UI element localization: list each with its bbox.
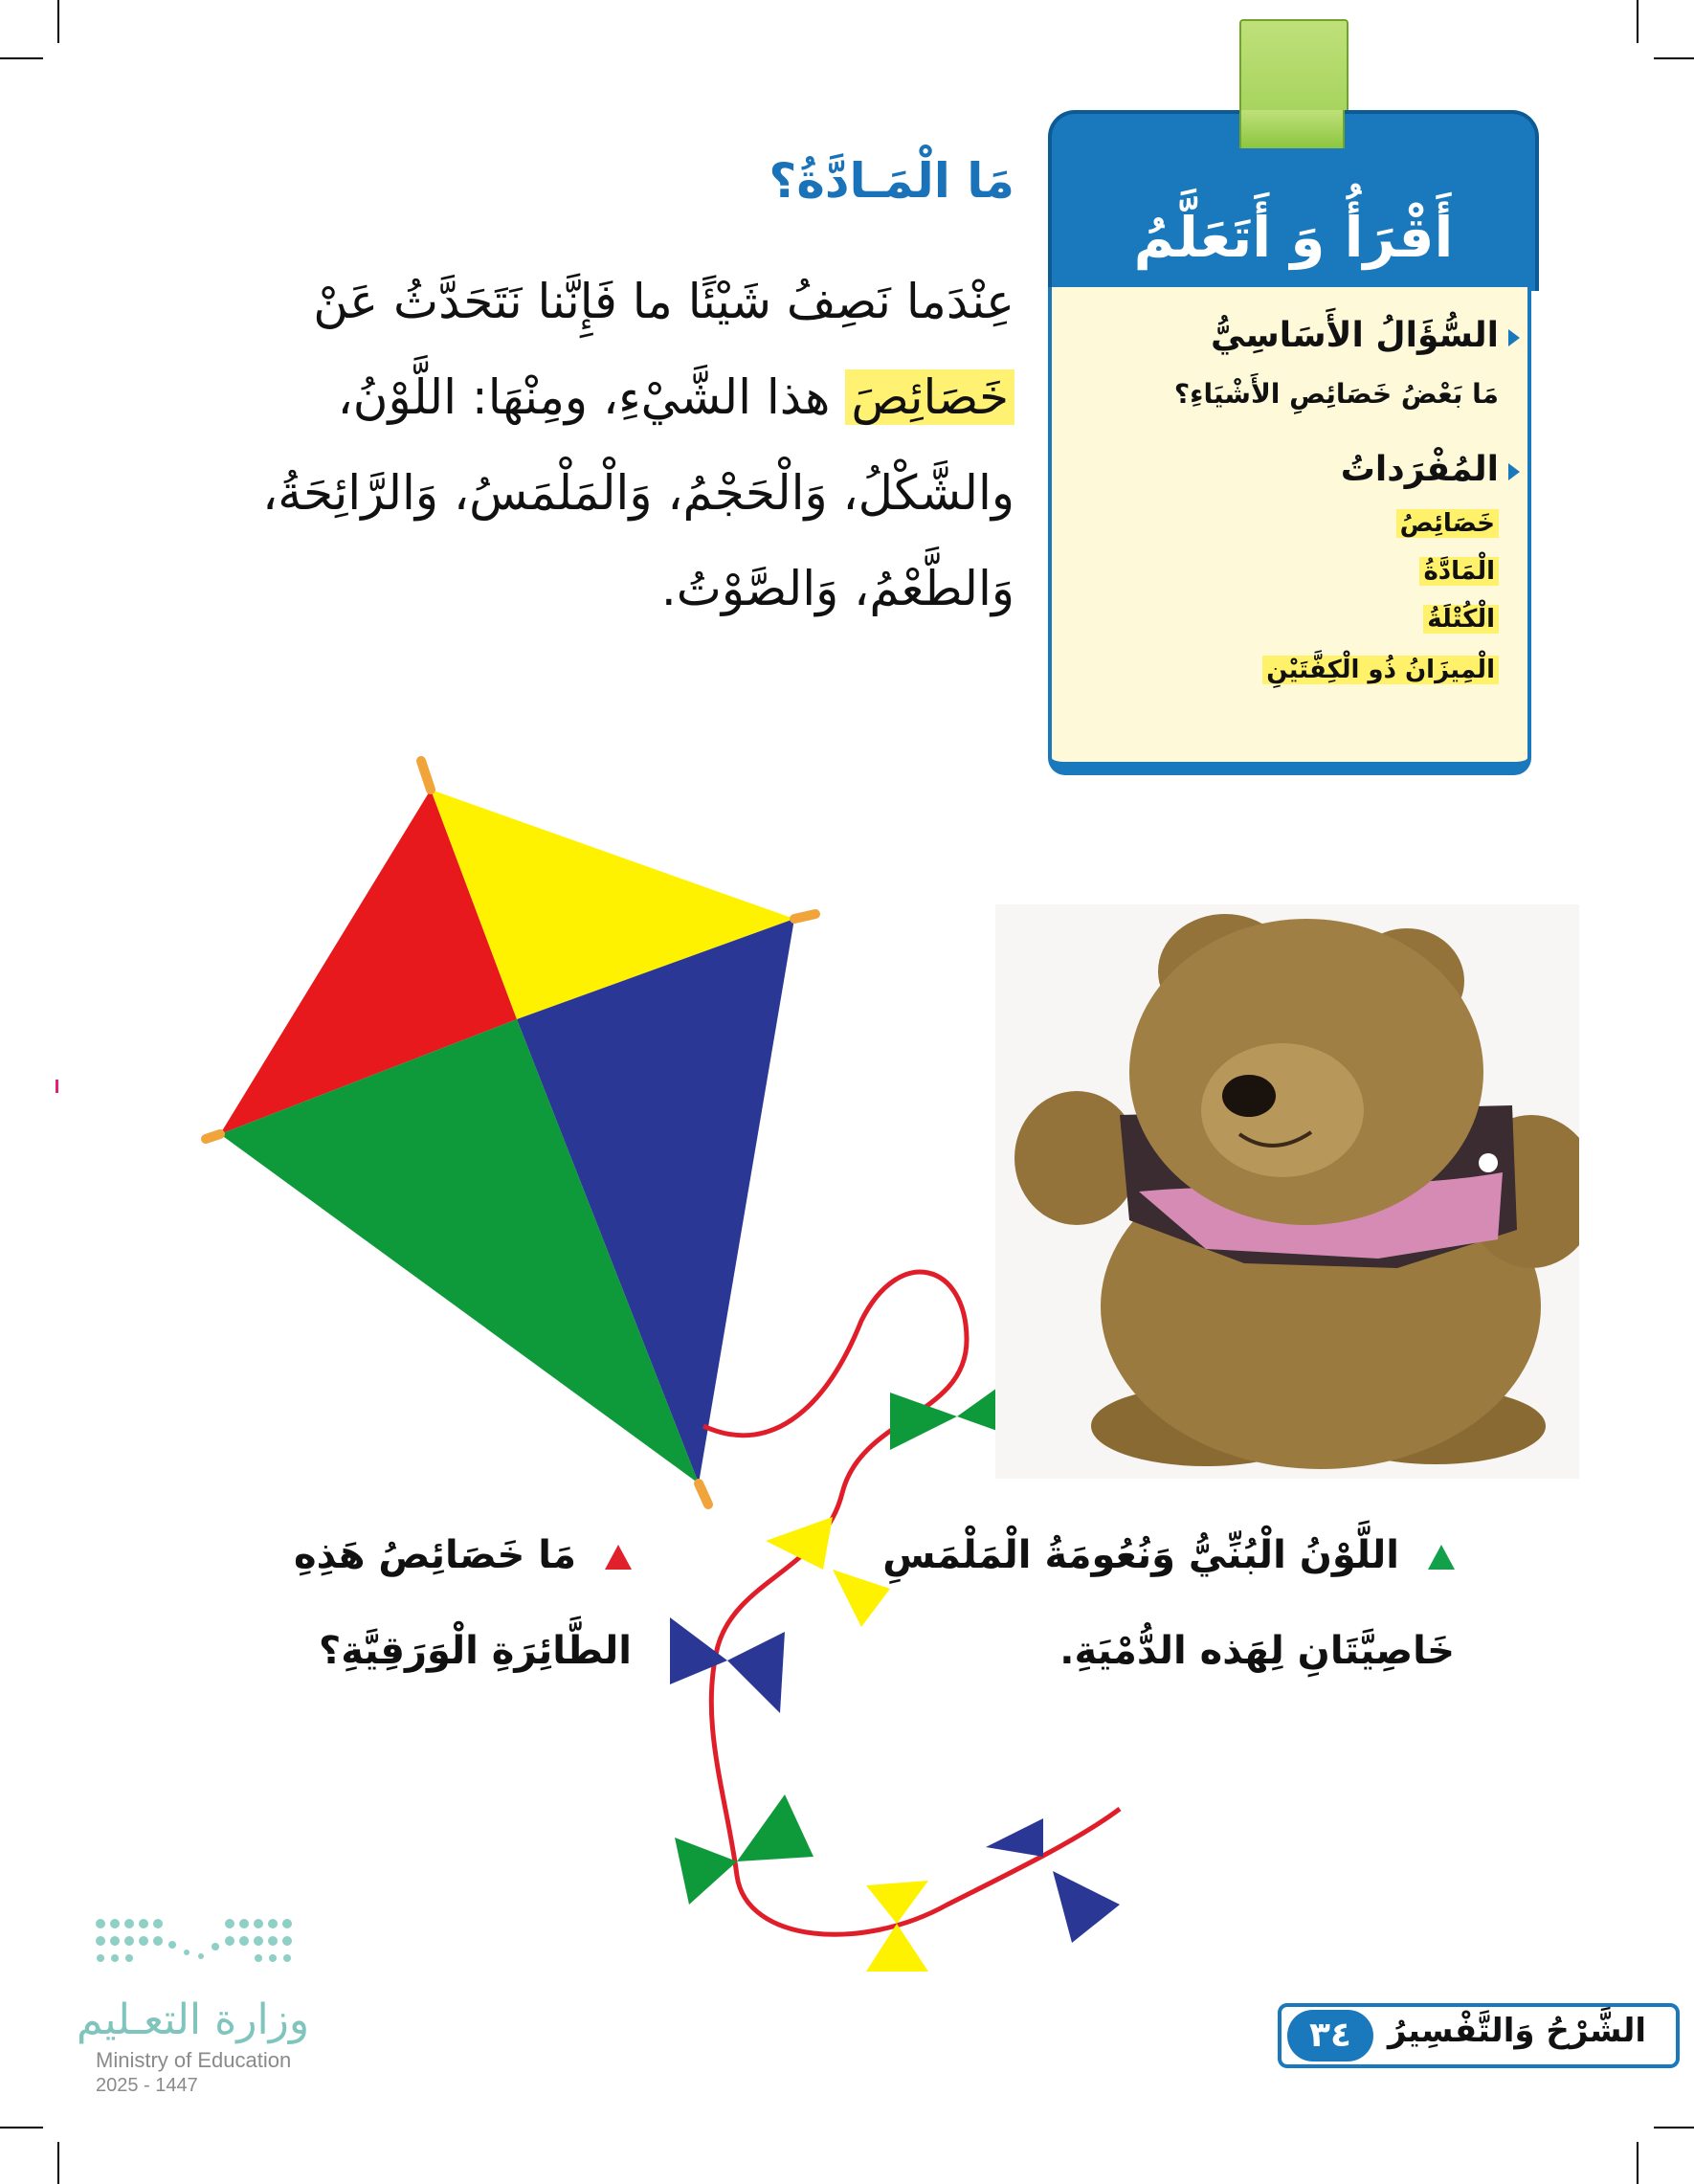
page-number: ٣٤ [1287,2010,1373,2061]
teddy-bear-photo [995,904,1579,1479]
ministry-name-english: Ministry of Education [96,2048,292,2072]
vocabulary-term-text: الْكُتْلَةُ [1423,605,1499,634]
bear-caption-line1 [882,1507,1455,1603]
vocabulary-term-text: الْمِيزَانُ ذُو الْكِفَّتَيْنِ [1262,656,1499,684]
section-label: الشَّرْحُ وَالتَّفْسِيرُ [1387,2012,1646,2050]
kite-bow [675,1794,814,1905]
kite-caption-text: مَا خَصَائِصُ هَذِهِ [294,1533,576,1577]
highlighted-term: خَصَائِصَ [845,369,1014,425]
bear-caption-text: اللَّوْنُ الْبُنِّيُّ وَنُعُومَةُ الْمَلْمَسِ [882,1533,1399,1577]
bear-caption [882,1507,1455,1699]
essential-question: مَا بَعْضُ خَصَائِصِ الأَشْيَاءِ؟ [1173,378,1499,410]
ministry-name-arabic: وزارة التعـليم [77,1995,310,2044]
edition-year: 2025 - 1447 [96,2075,198,2096]
paragraph-text: عِنْدَما نَصِفُ شَيْئًا ما فَإِنَّنا نَتَحَدَّثُ عَنْ [313,274,1014,329]
bear-caption-line2: خَاصِيَّتَانِ لِهَذه الدُّمْيَةِ. [1059,1629,1455,1673]
kite-caption [294,1507,632,1699]
paragraph-text: هذا الشَّيْءِ، ومِنْهَا: اللَّوْنُ، والشَّكْلُ، وَالْحَجْمُ، وَالْمَلْمَسُ، وَالرَّائِحَةُ، وَالطَّعْمُ، وَالصَّوْتُ. [262,369,1014,616]
essential-question-heading-text: السُّؤَالُ الأَسَاسِيُّ [1210,316,1499,355]
red-triangle-icon [605,1545,632,1570]
kite-caption-line2: الطَّائِرَةِ الْوَرَقِيَّةِ؟ [319,1629,632,1673]
kite-bow [986,1818,1120,1943]
vocabulary-term-text: خَصَائِصُ [1396,509,1499,538]
section-title: مَا الْمَـادَّةُ؟ [769,153,1014,209]
vocabulary-term-text: الْمَادَّةُ [1419,557,1499,586]
green-triangle-icon [1428,1545,1455,1570]
ministry-logo-icon [91,1914,301,1986]
kite-bow [866,1881,928,1972]
vocabulary-heading-text: المُفْرَداتُ [1340,450,1499,489]
panel-title: أَقْرَأُ وَ أَتَعَلَّمُ [1133,205,1454,270]
kite-bow [670,1617,785,1713]
kite-caption-line1 [294,1507,632,1603]
